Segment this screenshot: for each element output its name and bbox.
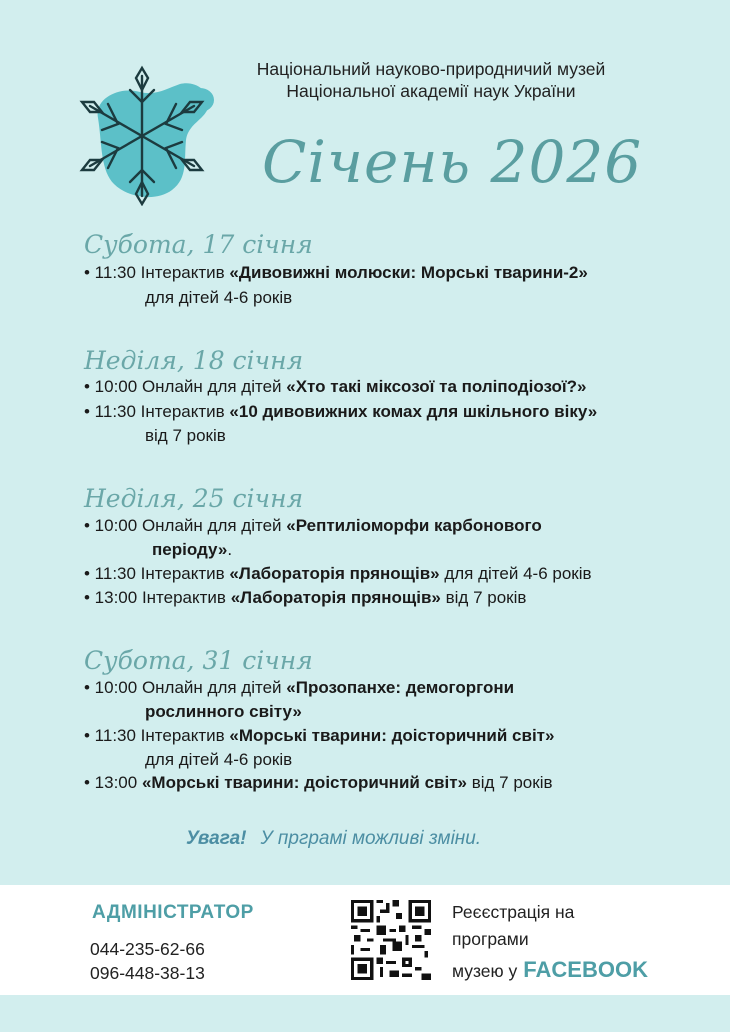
event-title: «Прозопанхе: демогоргони	[286, 678, 515, 697]
event-title: «Хто такі міксозої та поліподіозої?»	[286, 377, 587, 396]
admin-label: АДМІНІСТРАТОР	[92, 902, 254, 923]
day-heading: Неділя, 18 січня	[84, 346, 304, 375]
phone-number: 044-235-62-66	[90, 939, 205, 959]
event-title: «Дивовижні молюски: Морські тварини-2»	[229, 263, 588, 282]
event-line: • 13:00 «Морські тварини: доісторичний світ» від 7 років	[84, 773, 553, 792]
event-title-cont: рослинного світу»	[145, 702, 302, 721]
snowflake-logo-icon	[76, 62, 216, 206]
museum-line-1: Національний науково-природничий музей	[256, 59, 606, 79]
event-title: «10 дивовижних комах для шкільного віку»	[229, 402, 598, 421]
event-title: «Лабораторія прянощів»	[229, 564, 440, 583]
event-line: • 11:30 Інтерактив «10 дивовижних комах для шкільного віку»	[84, 402, 598, 421]
day-heading: Неділя, 25 січня	[84, 484, 304, 513]
event-line: • 11:30 Інтерактив «Лабораторія прянощів» для дітей 4-6 років	[84, 564, 592, 583]
registration-text: Реєєстрація на	[452, 902, 575, 922]
event-line: • 13:00 Інтерактив «Лабораторія прянощів» від 7 років	[84, 588, 527, 607]
event-audience: для дітей 4-6 років	[145, 288, 293, 307]
facebook-link[interactable]: FACEBOOK	[523, 957, 648, 982]
event-line: • 10:00 Онлайн для дітей «Хто такі міксозої та поліподіозої?»	[84, 377, 587, 396]
notice-label: Увага!	[186, 828, 247, 849]
qr-code-icon[interactable]	[351, 900, 431, 980]
event-audience: від 7 років	[145, 426, 226, 445]
phone-number: 096-448-38-13	[90, 963, 205, 983]
day-heading: Субота, 17 січня	[84, 230, 313, 259]
event-line: • 11:30 Інтерактив «Дивовижні молюски: Морські тварини-2»	[84, 263, 588, 282]
month-title: Січень 2026	[262, 128, 643, 196]
event-line: • 10:00 Онлайн для дітей «Рептиліоморфи карбонового	[84, 516, 542, 535]
museum-name	[196, 58, 666, 102]
event-line: • 11:30 Інтерактив «Морські тварини: доісторичний світ»	[84, 726, 555, 745]
notice-text: У прграмі можливі зміни.	[260, 828, 482, 849]
notice	[186, 828, 481, 850]
event-audience: для дітей 4-6 років	[145, 750, 293, 769]
event-title: «Рептиліоморфи карбонового	[286, 516, 542, 535]
event-title: «Лабораторія прянощів»	[230, 588, 441, 607]
day-heading: Субота, 31 січня	[84, 646, 313, 675]
museum-line-2: Національної академії наук України	[286, 81, 576, 101]
registration-text: програми	[452, 929, 529, 949]
event-title-cont: періоду».	[152, 540, 233, 559]
event-line: • 10:00 Онлайн для дітей «Прозопанхе: демогоргони	[84, 678, 515, 697]
registration-text: музею у FACEBOOK	[452, 957, 648, 982]
event-title: «Морські тварини: доісторичний світ»	[229, 726, 555, 745]
event-title: «Морські тварини: доісторичний світ»	[141, 773, 467, 792]
